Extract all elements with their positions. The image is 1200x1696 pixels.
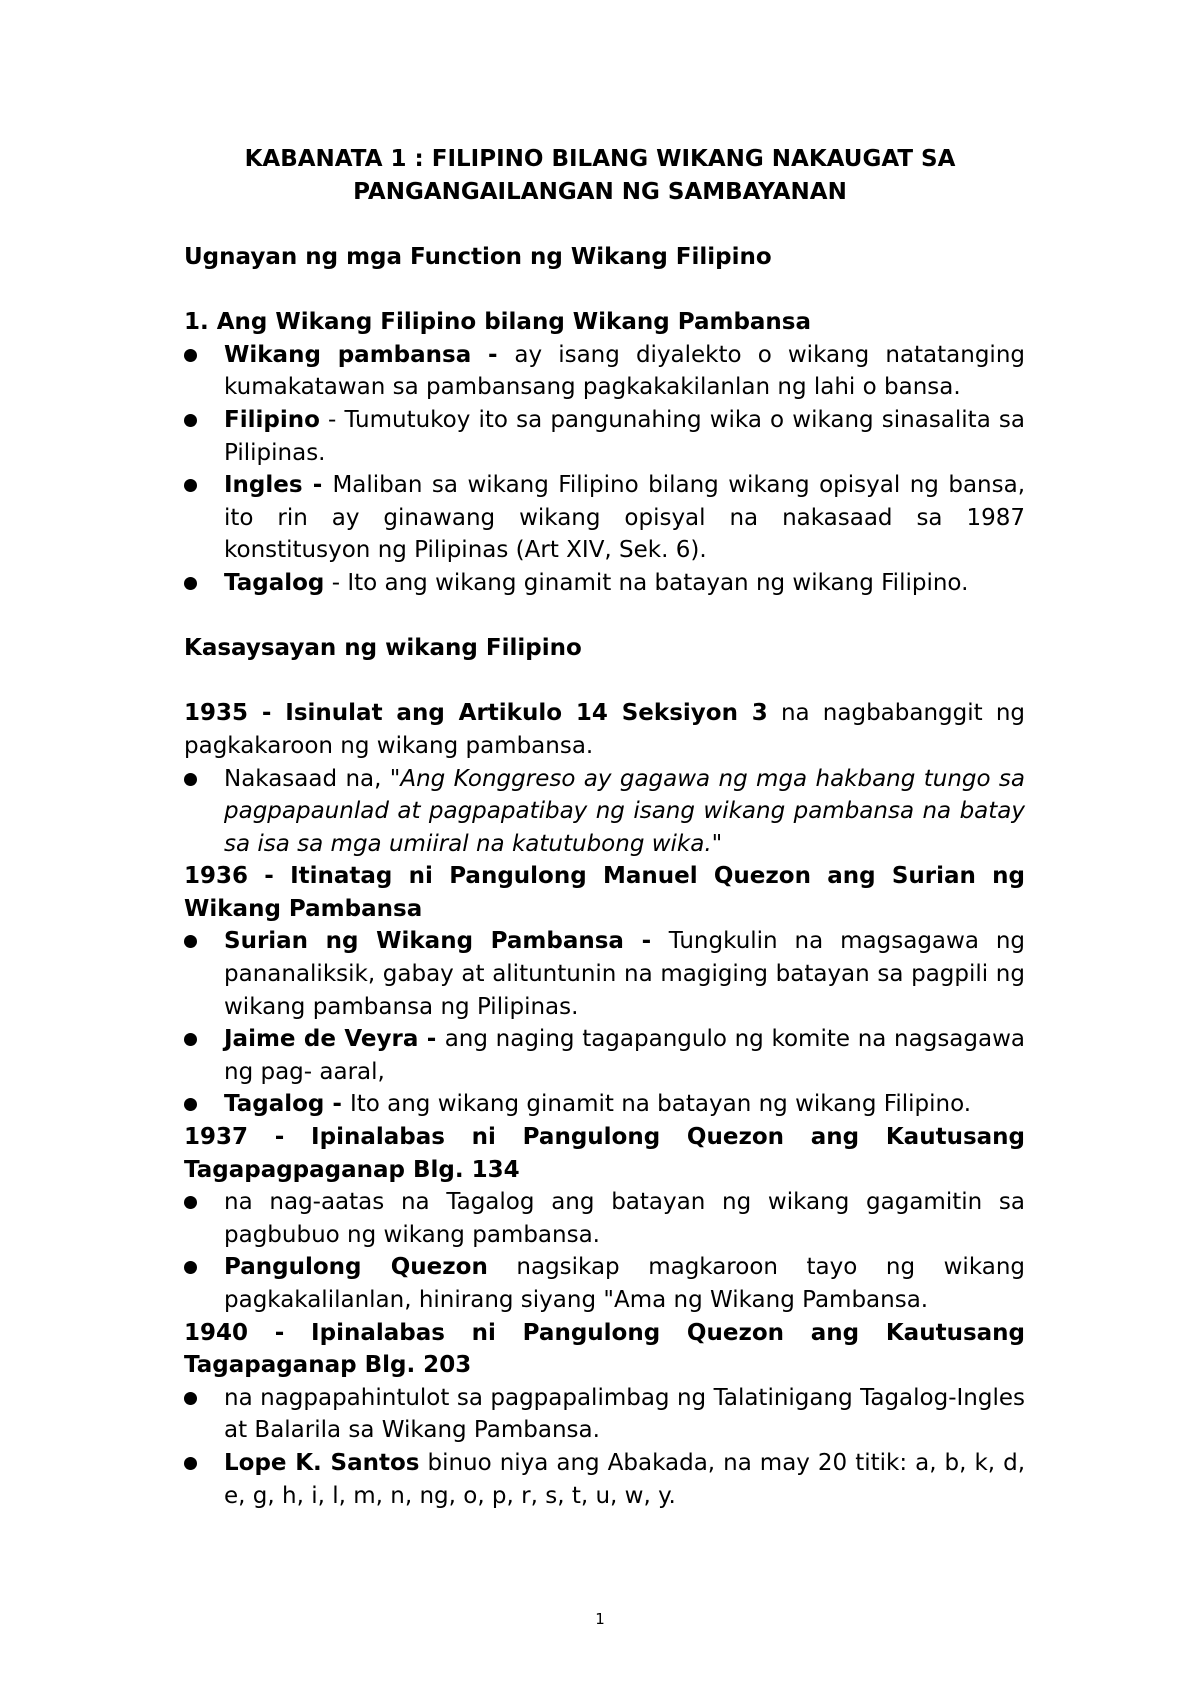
chapter-title-line-2: PANGANGAILANGAN NG SAMBAYANAN bbox=[353, 179, 847, 205]
term: Filipino bbox=[224, 406, 320, 433]
term: Tagalog bbox=[224, 1091, 325, 1118]
definition-text: Ito ang wikang ginamit na batayan ng wikang Filipino. bbox=[347, 569, 969, 596]
term: Surian ng Wikang Pambansa bbox=[224, 928, 624, 955]
term: Pangulong Quezon bbox=[224, 1254, 488, 1281]
definitions-list bbox=[184, 339, 1025, 600]
year-1937-heading: 1937 - Ipinalabas ni Pangulong Quezon ang Kautusang Tagapagpaganap Blg. 134 bbox=[184, 1124, 1025, 1183]
chapter-title-line-1: KABANATA 1 : FILIPINO BILANG WIKANG NAKAUGAT SA bbox=[244, 146, 956, 172]
list-item: Pangulong Quezon nagsikap magkaroon tayo ng wikang pagkakalilanlan, hinirang siyang "Ama ng Wikang Pambansa. bbox=[184, 1251, 1025, 1316]
term: Tagalog bbox=[224, 569, 325, 596]
page-number: 1 bbox=[595, 1610, 605, 1628]
section-heading-ugnayan: Ugnayan ng mga Function ng Wikang Filipino bbox=[184, 244, 772, 270]
year-1935-list bbox=[184, 763, 1025, 861]
list-item: Nakasaad na, "Ang Konggreso ay gagawa ng mga hakbang tungo sa pagpapaunlad at pagpapatibay ng isang wikang pambansa na batay sa isa sa mga umiiral na katutubong wika." bbox=[184, 763, 1025, 861]
year-1940-heading: 1940 - Ipinalabas ni Pangulong Quezon ang Kautusang Tagapaganap Blg. 203 bbox=[184, 1319, 1025, 1379]
year-1936-heading: 1936 - Itinatag ni Pangulong Manuel Quezon ang Surian ng Wikang Pambansa bbox=[184, 863, 1025, 922]
list-item: Ingles - Maliban sa wikang Filipino bilang wikang opisyal ng bansa, ito rin ay ginawang wikang opisyal na nakasaad sa 1987 konstitusyon ng Pilipinas (Art XIV, Sek. 6). bbox=[184, 469, 1025, 567]
year-1940-list bbox=[184, 1382, 1025, 1512]
list-item: Filipino - Tumutukoy ito sa pangunahing wika o wikang sinasalita sa Pilipinas. bbox=[184, 404, 1025, 469]
term: Ingles bbox=[224, 472, 303, 499]
list-item: na nag-aatas na Tagalog ang batayan ng wikang gagamitin sa pagbubuo ng wikang pambansa. bbox=[184, 1186, 1025, 1251]
list-item: Tagalog - Ito ang wikang ginamit na batayan ng wikang Filipino. bbox=[184, 1088, 1025, 1121]
term: Lope K. Santos bbox=[224, 1449, 420, 1476]
definition-text: Maliban sa wikang Filipino bilang wikang opisyal ng bansa, ito rin ay ginawang wikang opisyal na nakasaad sa 1987 konstitusyon ng Pilipinas (Art XIV, Sek. 6). bbox=[224, 472, 1025, 564]
list-item: Tagalog - Ito ang wikang ginamit na batayan ng wikang Filipino. bbox=[184, 567, 1025, 600]
list-item: na nagpapahintulot sa pagpapalimbag ng Talatinigang Tagalog-Ingles at Balarila sa Wikang Pambansa. bbox=[184, 1382, 1025, 1447]
document-body bbox=[184, 241, 1025, 1512]
list-item: Surian ng Wikang Pambansa - Tungkulin na magsagawa ng pananaliksik, gabay at alituntunin na magiging batayan sa pagpili ng wikang pambansa ng Pilipinas. bbox=[184, 925, 1025, 1023]
term: Jaime de Veyra bbox=[224, 1026, 419, 1053]
quoted-text: Ang Konggreso ay gagawa ng mga hakbang tungo sa pagpapaunlad at pagpapatibay ng isang wikang pambansa na batay sa isa sa mga umiiral na katutubong wika. bbox=[224, 765, 1026, 857]
definition-text: Tumutukoy ito sa pangunahing wika o wikang sinasalita sa Pilipinas. bbox=[224, 406, 1026, 466]
list-item: Lope K. Santos binuo niya ang Abakada, na may 20 titik: a, b, k, d, e, g, h, i, l, m, n, ng, o, p, r, s, t, u, w, y. bbox=[184, 1447, 1025, 1512]
subsection-heading-wikang-pambansa: 1. Ang Wikang Filipino bilang Wikang Pambansa bbox=[184, 309, 812, 336]
year-1936-list bbox=[184, 925, 1025, 1121]
chapter-title bbox=[150, 143, 1050, 209]
term: Wikang pambansa bbox=[224, 341, 472, 368]
year-1935-entry: 1935 - Isinulat ang Artikulo 14 Seksiyon 3 na nagbabanggit ng pagkakaroon ng wikang pambansa. bbox=[184, 700, 1025, 759]
definition-text: ay isang diyalekto o wikang natatanging kumakatawan sa pambansang pagkakakilanlan ng lahi o bansa. bbox=[224, 341, 1026, 401]
section-heading-kasaysayan: Kasaysayan ng wikang Filipino bbox=[184, 635, 582, 662]
year-1935-heading: 1935 - Isinulat ang Artikulo 14 Seksiyon 3 bbox=[184, 700, 768, 727]
year-1937-list bbox=[184, 1186, 1025, 1316]
list-item: Wikang pambansa - ay isang diyalekto o wikang natatanging kumakatawan sa pambansang pagkakakilanlan ng lahi o bansa. bbox=[184, 339, 1025, 404]
list-item: Jaime de Veyra - ang naging tagapangulo ng komite na nagsagawa ng pag- aaral, bbox=[184, 1023, 1025, 1088]
